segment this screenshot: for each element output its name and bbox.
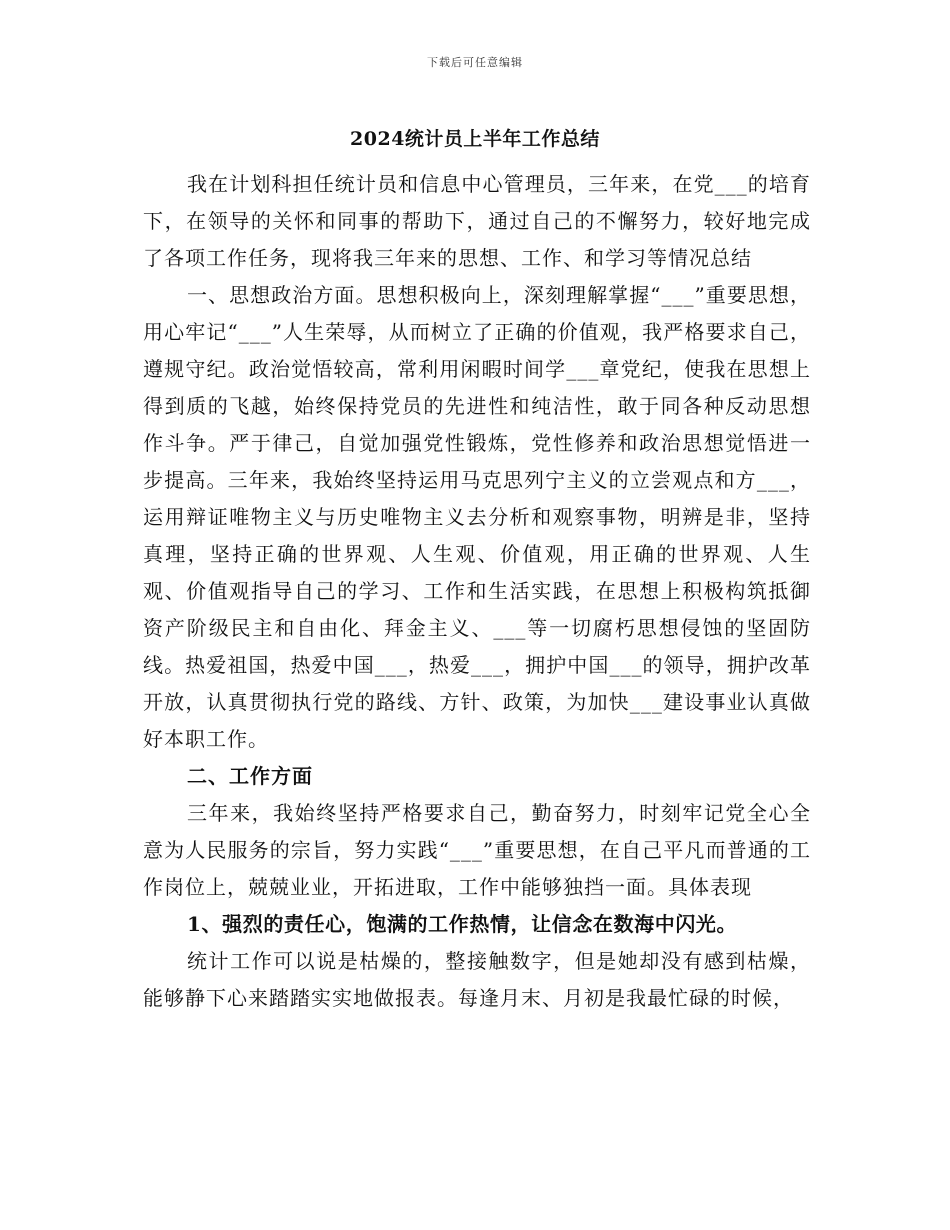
paragraph-statistics: 统计工作可以说是枯燥的，整接触数字，但是她却没有感到枯燥，能够静下心来踏踏实实地做报表。每逢月末、月初是我最忙碌的时候， (143, 949, 811, 1010)
header-note: 下载后可任意编辑 (427, 56, 523, 69)
paragraph-work: 三年来，我始终坚持严格要求自己，勤奋努力，时刻牢记党全心全意为人民服务的宗旨，努力实践“___”重要思想，在自己平凡而普通的工作岗位上，兢兢业业，开拓进取，工作中能够独挡一面。具体表现 (143, 801, 811, 899)
document-title: 2024统计员上半年工作总结 (350, 128, 600, 150)
document-body (143, 166, 811, 1017)
paragraph-intro: 我在计划科担任统计员和信息中心管理员，三年来，在党___的培育下，在领导的关怀和同事的帮助下，通过自己的不懈努力，较好地完成了各项工作任务，现将我三年来的思想、工作、和学习等情况总结 (143, 172, 811, 270)
paragraph-ideology: 一、思想政治方面。思想积极向上，深刻理解掌握“___”重要思想，用心牢记“___”人生荣辱，从而树立了正确的价值观，我严格要求自己，遵规守纪。政治觉悟较高，常利用闲暇时间学___章党纪，使我在思想上得到质的飞越，始终保持党员的先进性和纯洁性，敢于同各种反动思想作斗争。严于律己，自觉加强党性锻炼，党性修养和政治思想觉悟进一步提高。三年来，我始终坚持运用马克思列宁主义的立尝观点和方___，运用辩证唯物主义与历史唯物主义去分析和观察事物，明辨是非，坚持真理，坚持正确的世界观、人生观、价值观，用正确的世界观、人生观、价值观指导自己的学习、工作和生活实践，在思想上积极构筑抵御资产阶级民主和自由化、拜金主义、___等一切腐朽思想侵蚀的坚固防线。热爱祖国，热爱中国___，热爱___，拥护中国___的领导，拥护改革开放，认真贯彻执行党的路线、方针、政策，为加快___建设事业认真做好本职工作。 (143, 283, 811, 751)
section-heading-work: 二、工作方面 (187, 764, 313, 788)
subheading-responsibility: 1、强烈的责任心，饱满的工作热情，让信念在数海中闪光。 (187, 912, 738, 936)
